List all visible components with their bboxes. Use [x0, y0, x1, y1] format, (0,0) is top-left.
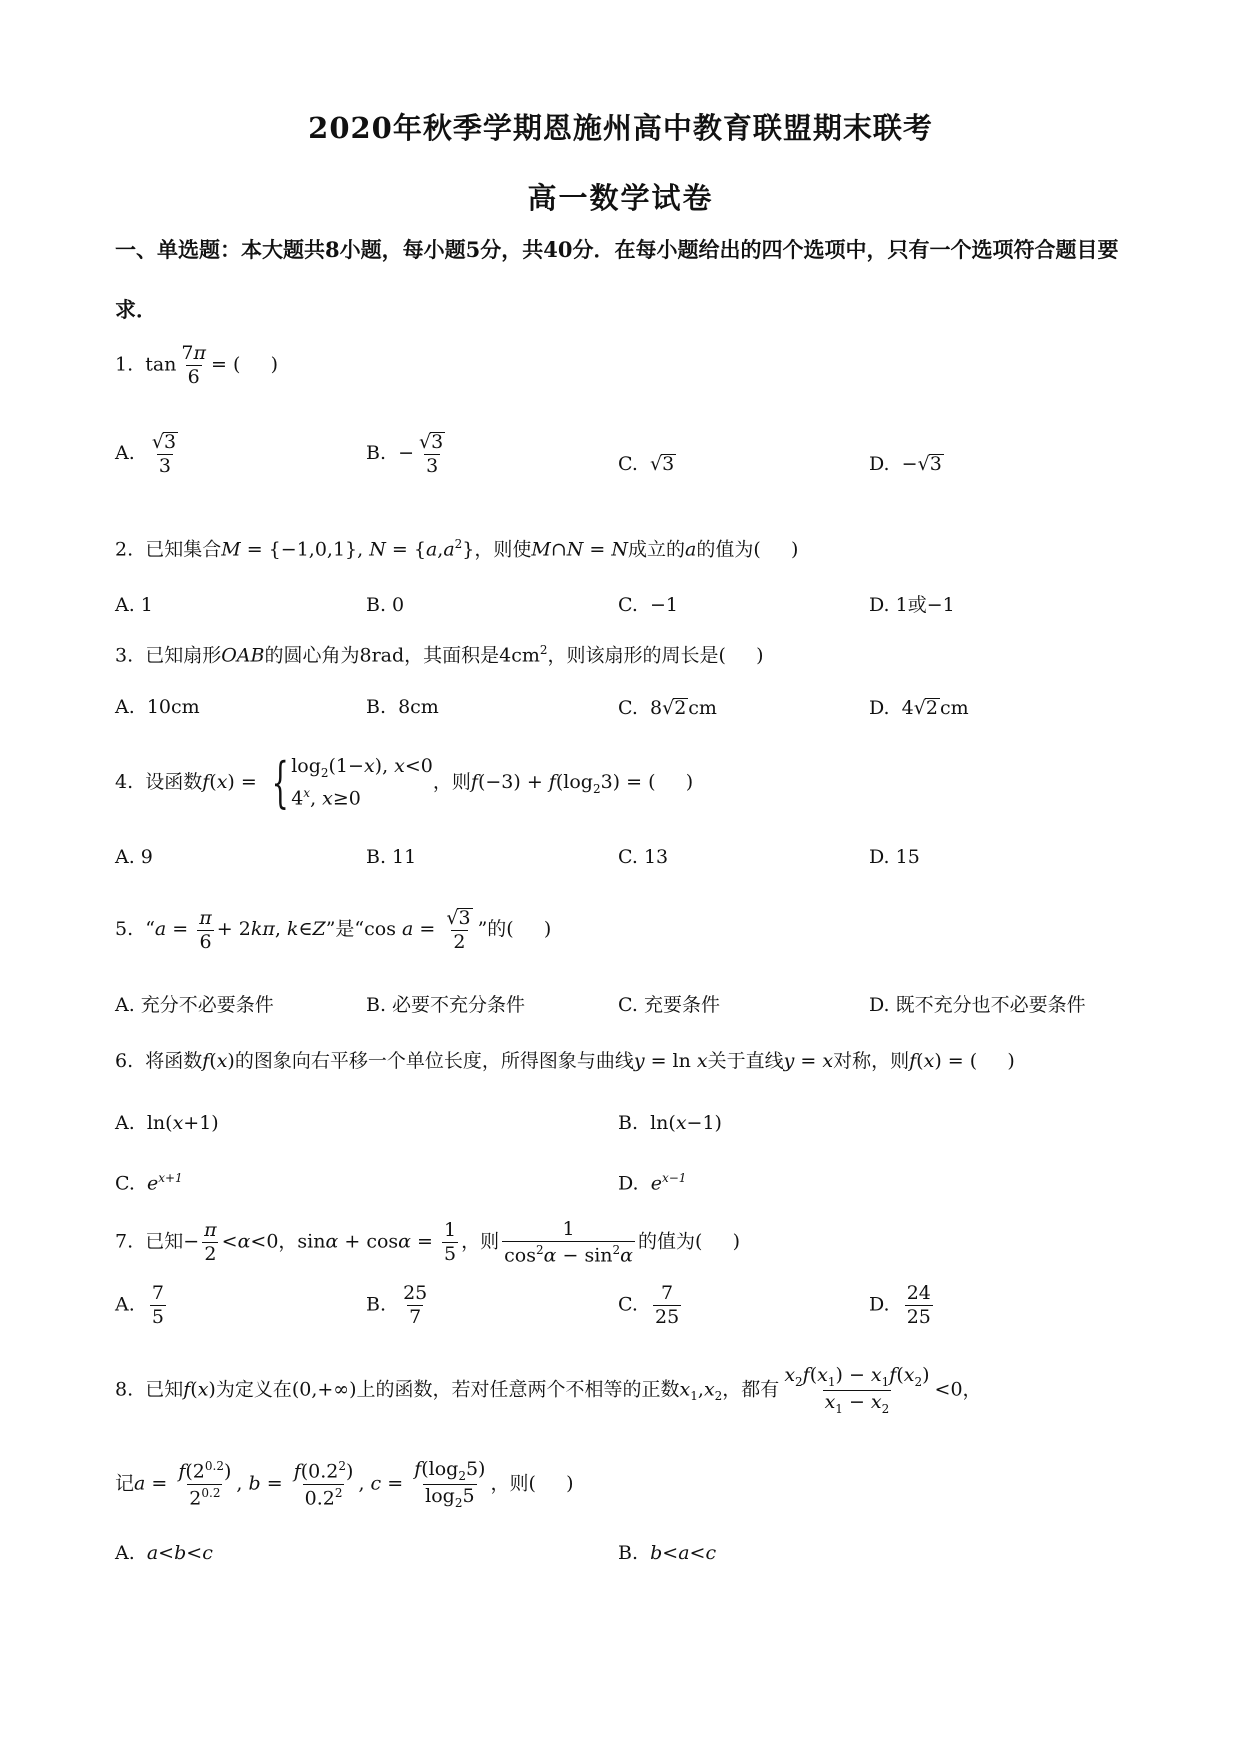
question-7-option-a[interactable]: A. $\frac{7}{5}$	[115, 1282, 164, 1328]
question-4-option-d[interactable]: D. 15	[869, 846, 920, 868]
question-5-option-d[interactable]: D. 既不充分也不必要条件	[869, 994, 1086, 1016]
question-4-option-c[interactable]: C. 13	[618, 846, 669, 868]
question-3-option-c[interactable]: C. 8√2 cm	[618, 697, 717, 719]
question-3-option-b[interactable]: B. 8cm	[366, 696, 439, 718]
question-4: 4. 设函数f(x) = { $\log_2(1-x)$, x<0 4$^x$, x≥0 ，则$f(-3) + f(\log_23)$ = ( )	[115, 751, 694, 814]
question-8-option-b[interactable]: B. b<a<c	[618, 1542, 717, 1564]
question-3-option-a[interactable]: A. 10cm	[115, 696, 200, 718]
question-6: 6. 将函数f(x)的图象向右平移一个单位长度，所得图象与曲线y = ln x关于直线y = x对称，则f(x) = ( )	[115, 1050, 1015, 1072]
question-5-option-c[interactable]: C. 充要条件	[618, 994, 720, 1016]
question-6-option-d[interactable]: D. $e^{x-1}$	[618, 1171, 687, 1195]
question-1-option-d[interactable]: D. −√3	[869, 453, 942, 475]
question-3-option-d[interactable]: D. 4√2 cm	[869, 697, 969, 719]
question-2: 2. 已知集合M = {−1,0,1}, $N = \{a,a^2\}$，则使M∩N = N成立的a的值为( )	[115, 537, 799, 561]
question-5-option-a[interactable]: A. 充分不必要条件	[115, 994, 274, 1016]
question-8-line-1: 8. 已知f(x)为定义在(0,+∞)上的函数，若对任意两个不相等的正数$x_1,x_2$，都有 $\frac{x_2f(x_1) - x_1f(x_2)}{x_1 - x_2}$ <0，	[115, 1364, 982, 1416]
section-heading: 一、单选题：本大题共8小题，每小题5分，共40分．在每小题给出的四个选项中，只有一个选项符合题目要求．	[115, 237, 1119, 322]
question-7-option-c[interactable]: C. $\frac{7}{25}$	[618, 1282, 680, 1328]
question-2-option-b[interactable]: B. 0	[366, 594, 405, 616]
question-1-option-b[interactable]: B. − $\frac{√3}{3}$	[366, 431, 444, 477]
exam-subtitle: 高一数学试卷	[527, 181, 714, 215]
question-7-option-b[interactable]: B. $\frac{25}{7}$	[366, 1282, 428, 1328]
question-5-option-b[interactable]: B. 必要不充分条件	[366, 994, 526, 1016]
question-3: 3. 已知扇形OAB的圆心角为8rad，其面积是$4cm^2$，则该扇形的周长是( )	[115, 643, 764, 667]
question-1: 1. tan $\frac{7\pi}{6}$ = ( )	[115, 342, 278, 388]
exam-title: 2020年秋季学期恩施州高中教育联盟期末联考	[308, 111, 933, 145]
question-6-option-b[interactable]: B. ln(x−1)	[618, 1112, 722, 1134]
question-8-line-2: 记a = $\frac{f(2^{0.2})}{2^{0.2}}$ , b = $\frac{f(0.2^2)}{0.2^2}$ , c = $\frac{f(\log_25)}{\log_25}$ ，则( )	[115, 1458, 574, 1510]
question-1-option-a[interactable]: A. $\frac{√3}{3}$	[115, 431, 177, 477]
question-2-option-a[interactable]: A. 1	[115, 594, 153, 616]
question-4-option-b[interactable]: B. 11	[366, 846, 417, 868]
question-2-option-c[interactable]: C. −1	[618, 594, 678, 616]
question-6-option-c[interactable]: C. $e^{x+1}$	[115, 1171, 183, 1195]
question-2-option-d[interactable]: D. 1或−1	[869, 594, 955, 616]
question-1-option-c[interactable]: C. √3	[618, 453, 675, 475]
question-7-option-d[interactable]: D. $\frac{24}{25}$	[869, 1282, 931, 1328]
question-6-option-a[interactable]: A. ln(x+1)	[115, 1112, 219, 1134]
question-8-option-a[interactable]: A. a<b<c	[115, 1542, 213, 1564]
question-4-option-a[interactable]: A. 9	[115, 846, 153, 868]
question-7: 7. 已知− $\frac{\pi}{2}$ <α<0，sinα + cosα = $\frac{1}{5}$ ，则 $\frac{1}{\cos^2\alpha - \sin^2\alpha}$ 的值为( )	[115, 1218, 741, 1267]
question-5: 5. “a = $\frac{\pi}{6}$ + 2kπ, k∈Z”是“cos a = $\frac{√3}{2}$ ”的( )	[115, 906, 552, 953]
